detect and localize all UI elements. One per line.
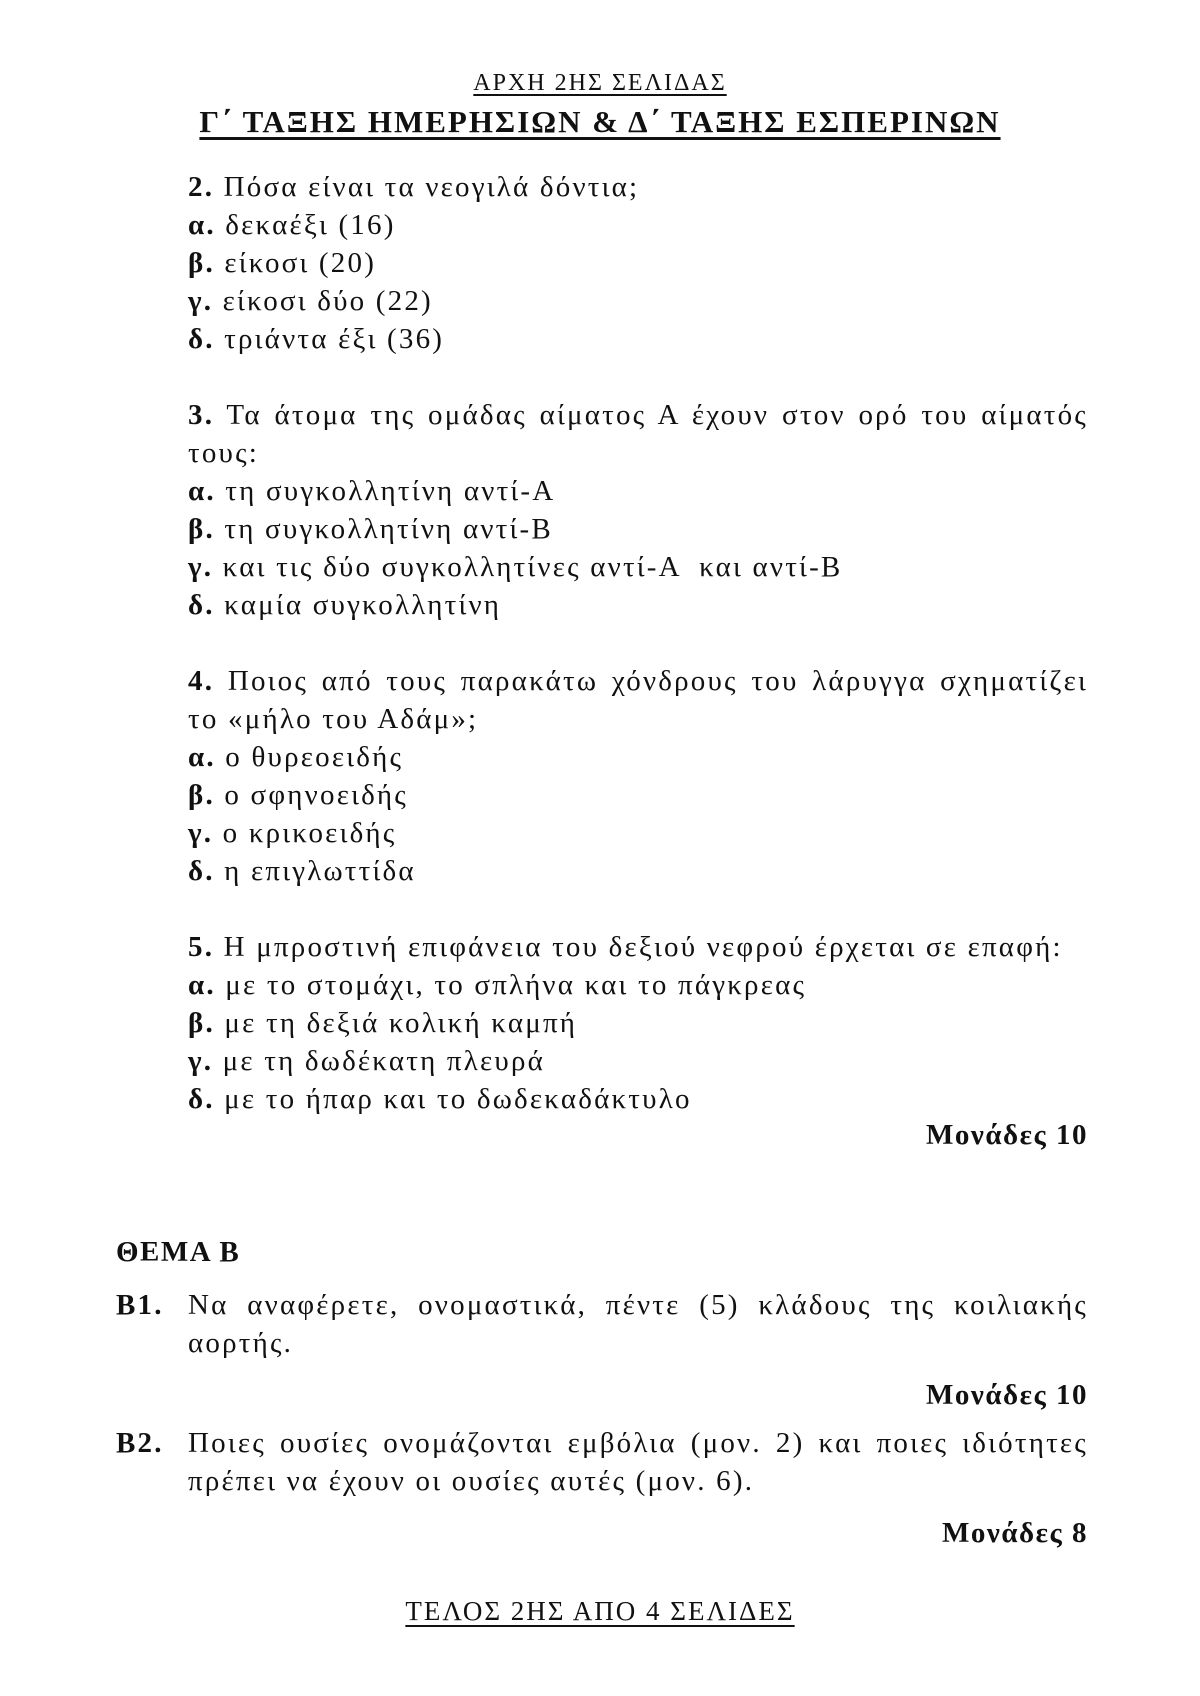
theme-a-units: Μονάδες 10 [926, 1119, 1088, 1151]
option-text: και τις δύο συγκολλητίνες αντί-Α και αντί-Β [222, 551, 843, 583]
option-text: δεκαέξι (16) [225, 209, 396, 241]
option-letter: α. [188, 209, 216, 241]
option-letter: δ. [188, 855, 215, 887]
option-text: τριάντα έξι (36) [224, 323, 445, 355]
option-text: ο θυρεοειδής [225, 741, 404, 773]
option-letter: δ. [188, 1083, 215, 1115]
answer-option [188, 282, 1088, 320]
answer-option [188, 776, 1088, 814]
question-number: Β1. [116, 1289, 164, 1321]
page-end-marker: ΤΕΛΟΣ 2ΗΣ ΑΠΟ 4 ΣΕΛΙΔΕΣ [405, 1596, 795, 1626]
question-b1 [116, 1286, 1088, 1414]
answer-option [188, 548, 1088, 586]
option-text: τη συγκολλητίνη αντί-Β [224, 513, 553, 545]
option-text: τη συγκολλητίνη αντί-Α [225, 475, 556, 507]
option-text: με τη δωδέκατη πλευρά [222, 1045, 546, 1077]
question-2 [188, 168, 1088, 358]
answer-option [188, 1004, 1088, 1042]
answer-option [188, 472, 1088, 510]
answer-option [188, 852, 1088, 890]
page-start-marker: ΑΡΧΗ 2ΗΣ ΣΕΛΙΔΑΣ [473, 70, 727, 96]
question-number: 5. [188, 931, 215, 963]
option-letter: β. [188, 1007, 215, 1039]
answer-option [188, 320, 1088, 358]
option-text: η επιγλωττίδα [224, 855, 416, 887]
option-letter: β. [188, 247, 215, 279]
option-text: καμία συγκολλητίνη [224, 589, 502, 621]
option-text: με το στομάχι, το σπλήνα και το πάγκρεας [225, 969, 807, 1001]
answer-option [188, 1080, 1088, 1118]
option-text: με το ήπαρ και το δωδεκαδάκτυλο [224, 1083, 692, 1115]
option-letter: γ. [188, 817, 214, 849]
option-text: είκοσι δύο (22) [222, 285, 433, 317]
question-4 [188, 662, 1088, 890]
question-number: 3. [188, 399, 215, 431]
question-text: Η μπροστινή επιφάνεια του δεξιού νεφρού έρχεται σε επαφή: [223, 931, 1063, 963]
option-letter: α. [188, 475, 216, 507]
theme-b-title: ΘΕΜΑ Β [116, 1236, 241, 1268]
answer-option [188, 206, 1088, 244]
question-3 [188, 396, 1088, 624]
answer-option [188, 510, 1088, 548]
option-text: είκοσι (20) [224, 247, 377, 279]
question-stem [188, 928, 1088, 966]
question-stem [188, 396, 1088, 472]
option-text: με τη δεξιά κολική καμπή [224, 1007, 578, 1039]
option-letter: δ. [188, 589, 215, 621]
question-stem [188, 168, 1088, 206]
option-letter: γ. [188, 551, 214, 583]
question-number: 4. [188, 665, 215, 697]
answer-option [188, 586, 1088, 624]
option-letter: γ. [188, 285, 214, 317]
b2-units: Μονάδες 8 [942, 1517, 1088, 1549]
answer-option [188, 1042, 1088, 1080]
question-text: Πόσα είναι τα νεογιλά δόντια; [223, 171, 640, 203]
option-letter: α. [188, 969, 216, 1001]
option-letter: β. [188, 513, 215, 545]
question-text: Τα άτομα της ομάδας αίματος Α έχουν στον ορό του αίματός τους: [188, 399, 1088, 469]
question-stem [188, 662, 1088, 738]
question-b2 [116, 1424, 1088, 1552]
option-letter: α. [188, 741, 216, 773]
option-text: ο σφηνοειδής [224, 779, 408, 811]
question-text: Να αναφέρετε, ονομαστικά, πέντε (5) κλάδους της κοιλιακής αορτής. [188, 1289, 1088, 1359]
option-letter: γ. [188, 1045, 214, 1077]
question-text: Ποιος από τους παρακάτω χόνδρους του λάρυγγα σχηματίζει το «μήλο του Αδάμ»; [188, 665, 1088, 735]
question-number: 2. [188, 171, 215, 203]
b1-units: Μονάδες 10 [926, 1379, 1088, 1411]
question-text: Ποιες ουσίες ονομάζονται εμβόλια (μον. 2) και ποιες ιδιότητες πρέπει να έχουν οι ουσίες αυτές (μον. 6). [188, 1427, 1088, 1497]
option-text: ο κρικοειδής [222, 817, 397, 849]
answer-option [188, 814, 1088, 852]
exam-class-heading: Γ΄ ΤΑΞΗΣ ΗΜΕΡΗΣΙΩΝ & Δ΄ ΤΑΞΗΣ ΕΣΠΕΡΙΝΩΝ [199, 104, 1001, 139]
answer-option [188, 966, 1088, 1004]
answer-option [188, 738, 1088, 776]
question-number: Β2. [116, 1427, 164, 1459]
theme-a-questions [188, 168, 1088, 1154]
option-letter: β. [188, 779, 215, 811]
question-5 [188, 928, 1088, 1118]
answer-option [188, 244, 1088, 282]
option-letter: δ. [188, 323, 215, 355]
